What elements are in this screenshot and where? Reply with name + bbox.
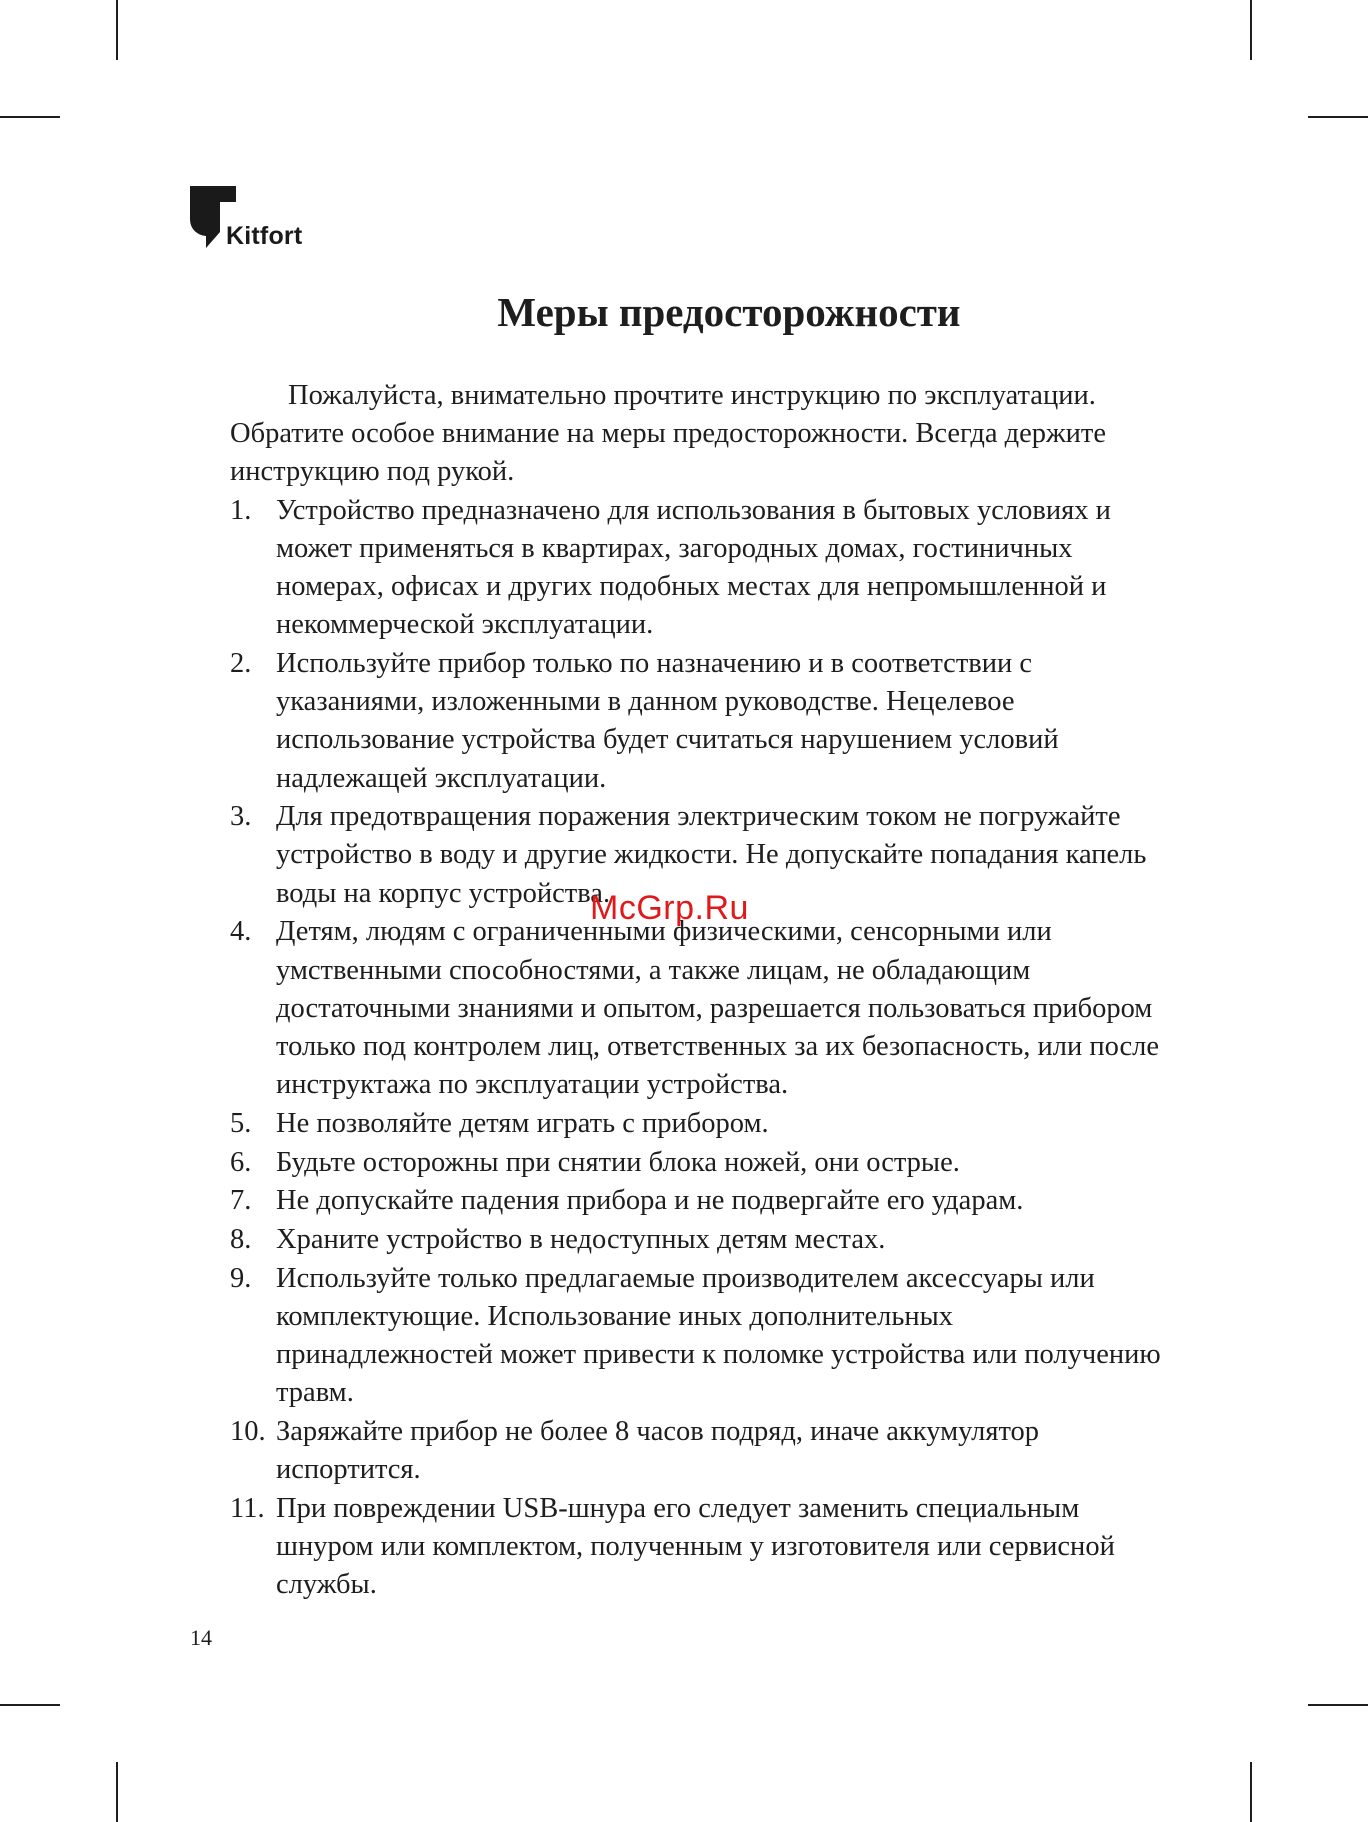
list-item-number: 10. xyxy=(230,1415,266,1447)
crop-mark-bottom-left xyxy=(116,1762,118,1822)
list-item xyxy=(230,1260,1170,1413)
crop-mark-top-right xyxy=(1250,0,1252,60)
page-title: Меры предосторожности xyxy=(497,289,961,335)
list-item-text: Не допускайте падения прибора и не подвергайте его ударам. xyxy=(276,1185,1024,1217)
list-item-text: Используйте прибор только по назначению и в соответствии с указаниями, изложенными в данном руководстве. Нецелевое использование устройства будет считаться нарушением условий надлежащей эксплуатации. xyxy=(276,647,1059,794)
page-number: 14 xyxy=(190,1625,212,1650)
list-item-number: 4. xyxy=(230,916,252,948)
crop-mark-left-bottom xyxy=(0,1704,60,1706)
list-item xyxy=(230,1221,1170,1259)
list-item-number: 9. xyxy=(230,1262,252,1294)
list-item-text: При повреждении USB-шнура его следует заменить специальным шнуром или комплектом, полученным у изготовителя или сервисной службы. xyxy=(276,1492,1115,1601)
list-item-text: Будьте осторожны при снятии блока ножей, они острые. xyxy=(276,1146,960,1178)
list-item-text: Не позволяйте детям играть с прибором. xyxy=(276,1107,769,1139)
crop-mark-right-top xyxy=(1308,116,1368,118)
list-item-number: 7. xyxy=(230,1185,252,1217)
list-item-number: 11. xyxy=(230,1492,265,1524)
list-item xyxy=(230,1182,1170,1220)
list-item xyxy=(230,492,1170,645)
list-item-text: Детям, людям с ограниченными физическими, сенсорными или умственными способностями, а также лицам, не обладающим достаточными знаниями и опытом, разрешается пользоваться прибором только под контролем лиц, ответственных за их безопасность, или после инструктажа по эксплуатации устройства. xyxy=(276,916,1160,1101)
list-item-number: 1. xyxy=(230,494,252,526)
brand-name: Kitfort xyxy=(226,222,303,250)
list-item-text: Храните устройство в недоступных детям местах. xyxy=(276,1223,886,1255)
list-item-number: 5. xyxy=(230,1107,252,1139)
list-item xyxy=(230,1105,1170,1143)
list-item-text: Заряжайте прибор не более 8 часов подряд, иначе аккумулятор испортится. xyxy=(276,1415,1040,1486)
list-item xyxy=(230,1413,1170,1489)
list-item-number: 6. xyxy=(230,1146,252,1178)
crop-mark-bottom-right xyxy=(1250,1762,1252,1822)
list-item-number: 8. xyxy=(230,1223,252,1255)
list-item-text: Для предотвращения поражения электрическим током не погружайте устройство в воду и другие жидкости. Не допускайте попадания капель воды на корпус устройства. xyxy=(276,801,1147,909)
list-item-number: 3. xyxy=(230,801,252,833)
list-item-text: Используйте только предлагаемые производителем аксессуары или комплектующие. Использование иных дополнительных принадлежностей может привести к поломке устройства или получению травм. xyxy=(276,1262,1161,1409)
crop-mark-right-bottom xyxy=(1308,1704,1368,1706)
list-item-text: Устройство предназначено для использования в бытовых условиях и может применяться в квартирах, загородных домах, гостиничных номерах, офисах и других подобных местах для непромышленной и некоммерческой эксплуатации. xyxy=(276,494,1111,641)
crop-mark-top-left xyxy=(116,0,118,60)
list-item xyxy=(230,1144,1170,1182)
precautions-list xyxy=(230,492,1170,1605)
list-item xyxy=(230,645,1170,798)
list-item-number: 2. xyxy=(230,647,252,679)
list-item xyxy=(230,913,1170,1104)
document-body xyxy=(230,377,1170,1605)
list-item xyxy=(230,1490,1170,1605)
crop-mark-left-top xyxy=(0,116,60,118)
intro-paragraph: Пожалуйста, внимательно прочтите инструкцию по эксплуатации. Обратите особое внимание на меры предосторожности. Всегда держите инструкцию под рукой. xyxy=(230,380,1107,488)
brand-logo xyxy=(190,186,330,250)
watermark: McGrp.Ru xyxy=(590,889,749,927)
